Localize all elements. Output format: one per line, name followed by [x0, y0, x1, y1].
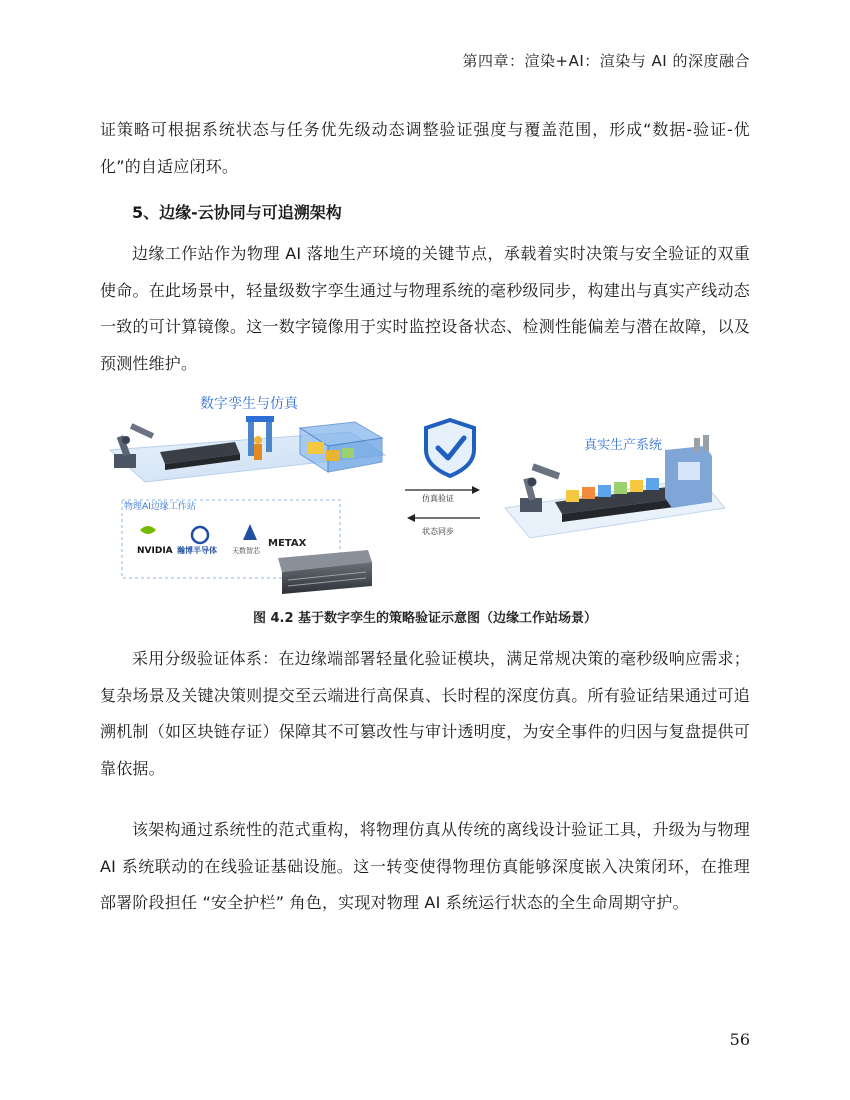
right-title: 真实生产系统 [584, 438, 663, 453]
chapter-header: 第四章：渲染+AI：渲染与 AI 的深度融合 [462, 52, 750, 70]
svg-text:瀚博半导体: 瀚博半导体 [177, 546, 217, 555]
figure-caption: 图 4.2 基于数字孪生的策略验证示意图（边缘工作站场景） [252, 611, 598, 626]
arrow-forward-label: 仿真验证 [422, 494, 454, 503]
paragraph-tiered-verification: 采用分级验证体系：在边缘端部署轻量化验证模块，满足常规决策的毫秒级响应需求；复杂场景及关键决策则提交至云端进行高保真、长时程的深度仿真。所有验证结果通过可追溯机制（如区块链存证）保障其不可篡改性与审计透明度，为安全事件的归因与复盘提供可靠依据。 [100, 649, 750, 778]
svg-text:NVIDIA: NVIDIA [137, 546, 173, 556]
server-icon [278, 550, 372, 594]
metax-logo [268, 538, 307, 549]
page-number: 56 [729, 1030, 750, 1049]
vastai-logo [177, 527, 217, 555]
box-title: 物理AI边缘工作站 [124, 502, 196, 512]
paragraph-architecture-summary: 该架构通过系统性的范式重构，将物理仿真从传统的离线设计验证工具，升级为与物理 AI 系统联动的在线验证基础设施。这一转变使得物理仿真能够深度嵌入决策闭环，在推理部署阶段担任 “安全护栏” 角色，实现对物理 AI 系统运行状态的全生命周期守护。 [100, 820, 750, 912]
figure-digital-twin-diagram [100, 390, 750, 595]
digital-twin-scene [110, 416, 385, 482]
section-title: 5、边缘-云协同与可追溯架构 [132, 203, 342, 222]
paragraph-continuation: 证策略可根据系统状态与任务优先级动态调整验证强度与覆盖范围，形成“数据-验证-优化”的自适应闭环。 [100, 120, 750, 176]
arrow-backward [407, 514, 480, 522]
svg-text:METAX: METAX [268, 538, 307, 549]
diagram-svg [100, 390, 750, 595]
nvidia-logo [137, 526, 173, 556]
left-title: 数字孪生与仿真 [200, 396, 298, 412]
paragraph-edge-workstation: 边缘工作站作为物理 AI 落地生产环境的关键节点，承载着实时决策与安全验证的双重使命。在此场景中，轻量级数字孪生通过与物理系统的毫秒级同步，构建出与真实产线动态一致的可计算镜像。这一数字镜像用于实时监控设备状态、检测性能偏差与潜在故障，以及预测性维护。 [100, 244, 750, 373]
arrow-forward [405, 486, 480, 494]
shield-check-icon [426, 420, 474, 476]
iluvatar-logo [232, 524, 261, 555]
svg-text:天数智芯: 天数智芯 [232, 547, 260, 555]
arrow-backward-label: 状态同步 [422, 527, 454, 536]
